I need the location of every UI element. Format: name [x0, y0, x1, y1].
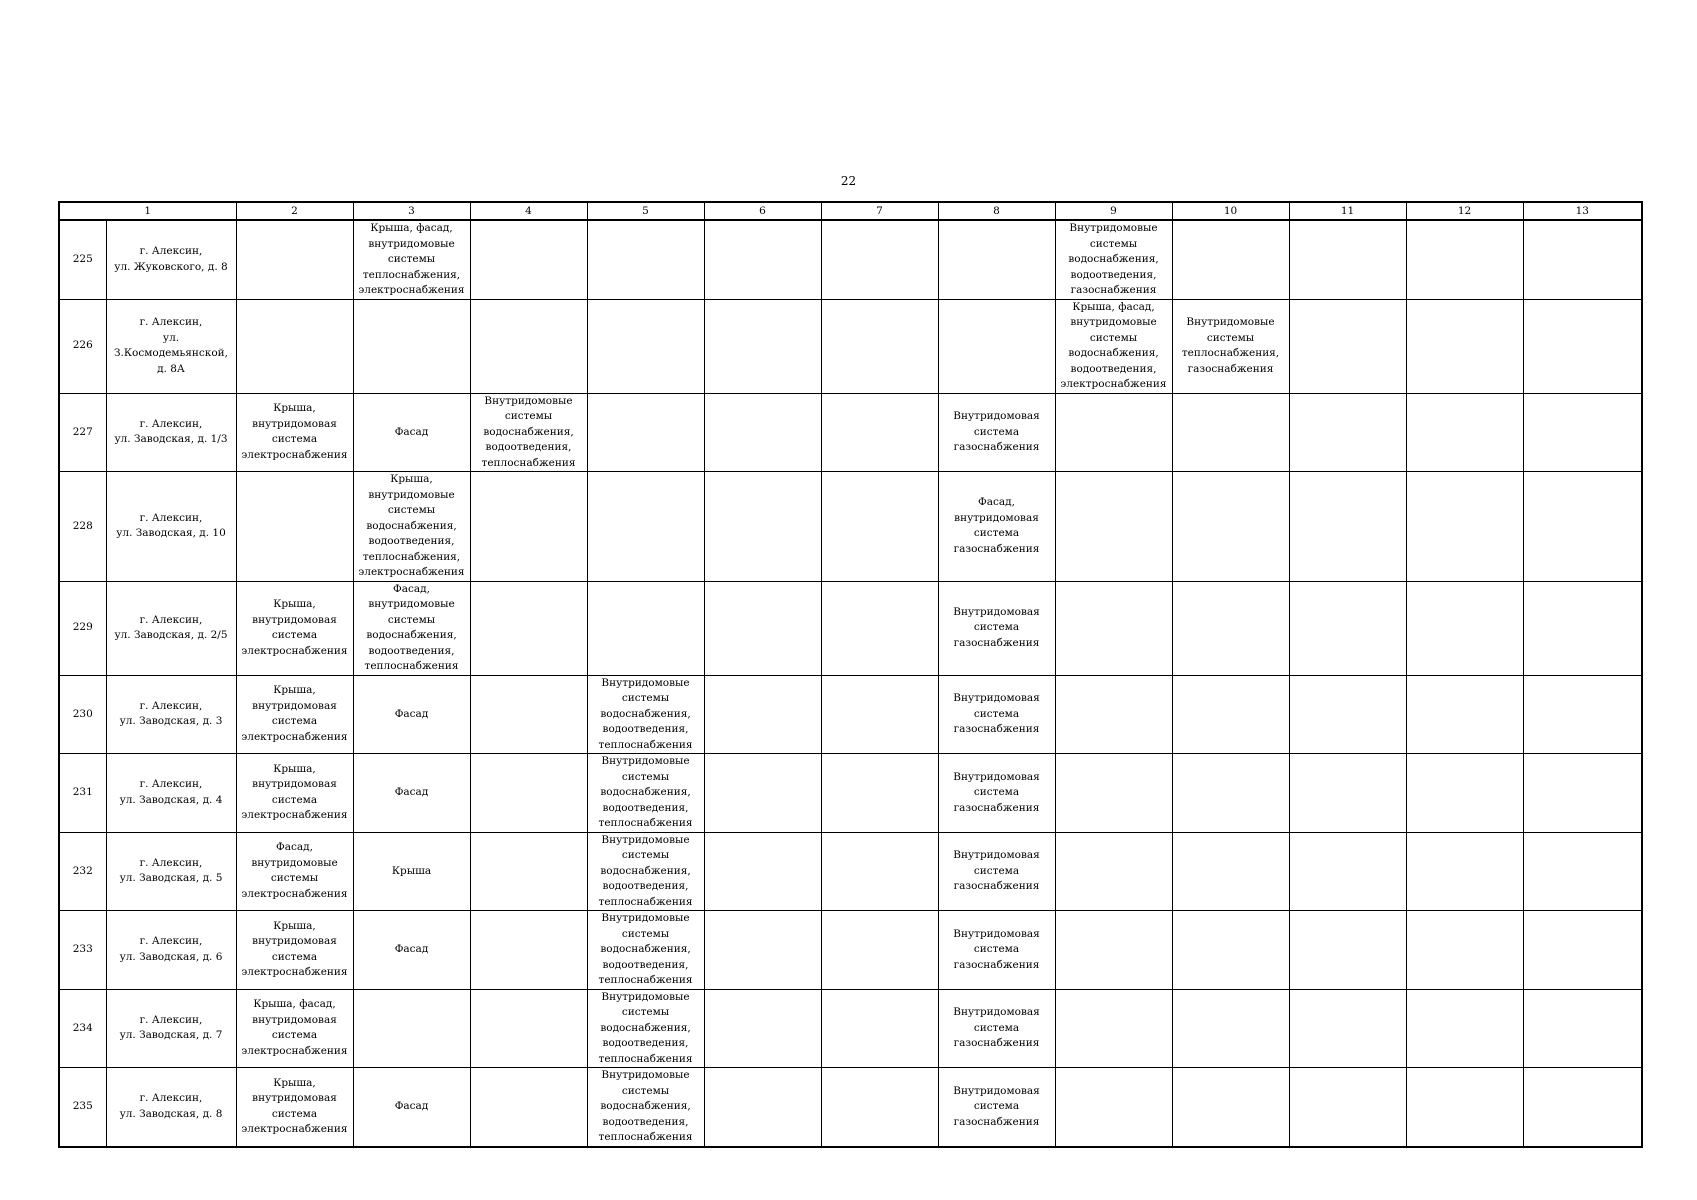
table-row [59, 1068, 1642, 1147]
column-header: 9 [1055, 202, 1172, 220]
work-cell [1523, 832, 1642, 911]
work-cell: Фасад [353, 911, 470, 990]
table-row [59, 220, 1642, 299]
column-header: 6 [704, 202, 821, 220]
work-cell [587, 581, 704, 675]
work-cell: Фасад [353, 675, 470, 754]
row-number: 228 [59, 472, 106, 582]
table-row [59, 472, 1642, 582]
work-cell [938, 299, 1055, 393]
work-cell: Внутридомовая система газоснабжения [938, 1068, 1055, 1147]
work-cell [1289, 832, 1406, 911]
address-cell: г. Алексин, ул. Заводская, д. 6 [106, 911, 236, 990]
work-cell [704, 911, 821, 990]
work-cell [1289, 911, 1406, 990]
row-number: 231 [59, 754, 106, 833]
address-cell: г. Алексин, ул. Заводская, д. 3 [106, 675, 236, 754]
work-cell [1055, 989, 1172, 1068]
address-cell: г. Алексин, ул. Заводская, д. 1/3 [106, 393, 236, 472]
row-number: 235 [59, 1068, 106, 1147]
work-cell [1523, 675, 1642, 754]
work-cell: Крыша, внутридомовая система электроснабжения [236, 393, 353, 472]
work-cell [1406, 393, 1523, 472]
address-cell: г. Алексин, ул. Жуковского, д. 8 [106, 220, 236, 299]
address-cell: г. Алексин, ул. Заводская, д. 10 [106, 472, 236, 582]
work-cell: Внутридомовые системы водоснабжения, водоотведения, теплоснабжения [587, 832, 704, 911]
work-cell [821, 1068, 938, 1147]
work-cell [821, 675, 938, 754]
work-cell [587, 393, 704, 472]
address-cell: г. Алексин, ул. Заводская, д. 5 [106, 832, 236, 911]
column-header: 11 [1289, 202, 1406, 220]
work-cell [1406, 472, 1523, 582]
work-cell: Внутридомовые системы водоснабжения, водоотведения, теплоснабжения [470, 393, 587, 472]
work-cell [704, 472, 821, 582]
work-cell [1289, 220, 1406, 299]
work-cell: Внутридомовые системы водоснабжения, водоотведения, теплоснабжения [587, 1068, 704, 1147]
work-cell [1523, 754, 1642, 833]
work-cell [470, 299, 587, 393]
page-number: 22 [840, 174, 857, 188]
work-cell [470, 220, 587, 299]
work-cell [1406, 754, 1523, 833]
work-cell: Фасад, внутридомовые системы водоснабжения, водоотведения, теплоснабжения [353, 581, 470, 675]
work-cell [1289, 754, 1406, 833]
address-cell: г. Алексин, ул. Заводская, д. 2/5 [106, 581, 236, 675]
work-cell [1055, 911, 1172, 990]
address-cell: г. Алексин, ул. Заводская, д. 7 [106, 989, 236, 1068]
table-row [59, 675, 1642, 754]
work-cell [1055, 472, 1172, 582]
work-cell [821, 989, 938, 1068]
work-cell: Внутридомовая система газоснабжения [938, 832, 1055, 911]
work-cell: Внутридомовые системы водоснабжения, водоотведения, теплоснабжения [587, 675, 704, 754]
row-number: 233 [59, 911, 106, 990]
column-header: 13 [1523, 202, 1642, 220]
work-cell [821, 472, 938, 582]
work-cell: Внутридомовая система газоснабжения [938, 393, 1055, 472]
work-cell [1406, 581, 1523, 675]
work-cell [470, 754, 587, 833]
work-cell [470, 832, 587, 911]
column-header: 10 [1172, 202, 1289, 220]
work-cell [470, 1068, 587, 1147]
work-cell: Крыша, внутридомовые системы водоснабжения, водоотведения, теплоснабжения, электроснабжения [353, 472, 470, 582]
work-cell: Крыша, внутридомовая система электроснабжения [236, 675, 353, 754]
work-cell: Внутридомовая система газоснабжения [938, 675, 1055, 754]
row-number: 227 [59, 393, 106, 472]
work-cell: Крыша [353, 832, 470, 911]
table-row [59, 911, 1642, 990]
work-cell: Фасад [353, 1068, 470, 1147]
table-row [59, 299, 1642, 393]
work-cell [821, 911, 938, 990]
work-cell [704, 754, 821, 833]
work-cell [1172, 220, 1289, 299]
work-cell [587, 299, 704, 393]
work-cell: Внутридомовые системы водоснабжения, водоотведения, теплоснабжения [587, 754, 704, 833]
row-number: 226 [59, 299, 106, 393]
table-row [59, 581, 1642, 675]
work-cell [1289, 675, 1406, 754]
column-header: 2 [236, 202, 353, 220]
work-cell [470, 911, 587, 990]
work-cell [1172, 1068, 1289, 1147]
work-cell: Крыша, фасад, внутридомовые системы водоснабжения, водоотведения, электроснабжения [1055, 299, 1172, 393]
work-cell [704, 989, 821, 1068]
row-number: 229 [59, 581, 106, 675]
work-cell: Крыша, внутридомовая система электроснабжения [236, 754, 353, 833]
column-header: 12 [1406, 202, 1523, 220]
work-cell [821, 754, 938, 833]
work-cell [1523, 989, 1642, 1068]
work-cell [587, 220, 704, 299]
work-cell [1289, 472, 1406, 582]
work-cell [470, 581, 587, 675]
work-cell [1523, 1068, 1642, 1147]
work-cell: Фасад [353, 393, 470, 472]
work-cell [704, 832, 821, 911]
work-cell [236, 299, 353, 393]
work-cell [1289, 989, 1406, 1068]
work-cell [1172, 832, 1289, 911]
column-header-row [59, 202, 1642, 220]
work-cell [821, 299, 938, 393]
work-cell [1406, 911, 1523, 990]
work-cell [236, 472, 353, 582]
work-cell: Фасад, внутридомовая система газоснабжения [938, 472, 1055, 582]
work-cell [704, 1068, 821, 1147]
work-cell: Внутридомовые системы водоснабжения, водоотведения, газоснабжения [1055, 220, 1172, 299]
work-cell [1406, 299, 1523, 393]
work-cell: Фасад [353, 754, 470, 833]
work-cell: Фасад, внутридомовые системы электроснабжения [236, 832, 353, 911]
table-row [59, 989, 1642, 1068]
work-cell [704, 393, 821, 472]
work-cell [1055, 832, 1172, 911]
column-header: 3 [353, 202, 470, 220]
work-cell: Внутридомовые системы водоснабжения, водоотведения, теплоснабжения [587, 989, 704, 1068]
work-cell [353, 989, 470, 1068]
work-cell [821, 832, 938, 911]
work-cell: Внутридомовые системы водоснабжения, водоотведения, теплоснабжения [587, 911, 704, 990]
work-cell [1406, 832, 1523, 911]
work-cell [1289, 299, 1406, 393]
column-header: 7 [821, 202, 938, 220]
work-cell [587, 472, 704, 582]
work-cell [1289, 581, 1406, 675]
work-cell [1055, 754, 1172, 833]
address-cell: г. Алексин, ул. Заводская, д. 8 [106, 1068, 236, 1147]
work-cell [704, 675, 821, 754]
address-cell: г. Алексин, ул. Заводская, д. 4 [106, 754, 236, 833]
work-cell: Внутридомовая система газоснабжения [938, 754, 1055, 833]
work-cell [470, 989, 587, 1068]
row-number: 230 [59, 675, 106, 754]
work-cell: Крыша, фасад, внутридомовая система электроснабжения [236, 989, 353, 1068]
table-row [59, 832, 1642, 911]
work-cell [1406, 989, 1523, 1068]
work-cell [938, 220, 1055, 299]
work-cell: Крыша, внутридомовая система электроснабжения [236, 1068, 353, 1147]
work-cell [821, 393, 938, 472]
work-cell [1172, 675, 1289, 754]
work-cell [704, 581, 821, 675]
row-number: 232 [59, 832, 106, 911]
work-cell [1523, 911, 1642, 990]
work-cell [1523, 393, 1642, 472]
work-cell: Внутридомовая система газоснабжения [938, 581, 1055, 675]
table-body [59, 220, 1642, 1147]
row-number: 225 [59, 220, 106, 299]
work-cell [1055, 675, 1172, 754]
work-cell [1055, 581, 1172, 675]
work-cell [1289, 1068, 1406, 1147]
work-cell [236, 220, 353, 299]
work-cell [821, 581, 938, 675]
column-header: 1 [59, 202, 236, 220]
work-cell [353, 299, 470, 393]
work-cell [1523, 299, 1642, 393]
work-cell [1523, 472, 1642, 582]
work-cell [1172, 393, 1289, 472]
address-cell: г. Алексин, ул. З.Космодемьянской, д. 8А [106, 299, 236, 393]
repair-schedule-table [58, 201, 1643, 1148]
column-header: 8 [938, 202, 1055, 220]
table-row [59, 754, 1642, 833]
work-cell: Крыша, внутридомовая система электроснабжения [236, 581, 353, 675]
work-cell: Внутридомовые системы теплоснабжения, газоснабжения [1172, 299, 1289, 393]
work-cell [1172, 754, 1289, 833]
work-cell [1172, 472, 1289, 582]
work-cell [704, 299, 821, 393]
work-cell [1523, 220, 1642, 299]
row-number: 234 [59, 989, 106, 1068]
work-cell [821, 220, 938, 299]
work-cell [470, 472, 587, 582]
work-cell [704, 220, 821, 299]
column-header: 4 [470, 202, 587, 220]
work-cell [1055, 1068, 1172, 1147]
work-cell [1523, 581, 1642, 675]
work-cell [1406, 675, 1523, 754]
work-cell [1055, 393, 1172, 472]
work-cell [1406, 220, 1523, 299]
column-header: 5 [587, 202, 704, 220]
work-cell: Крыша, внутридомовая система электроснабжения [236, 911, 353, 990]
work-cell [1172, 581, 1289, 675]
work-cell [1172, 989, 1289, 1068]
work-cell: Внутридомовая система газоснабжения [938, 989, 1055, 1068]
table-row [59, 393, 1642, 472]
work-cell [1289, 393, 1406, 472]
work-cell [1172, 911, 1289, 990]
work-cell [1406, 1068, 1523, 1147]
work-cell [470, 675, 587, 754]
work-cell: Крыша, фасад, внутридомовые системы теплоснабжения, электроснабжения [353, 220, 470, 299]
work-cell: Внутридомовая система газоснабжения [938, 911, 1055, 990]
